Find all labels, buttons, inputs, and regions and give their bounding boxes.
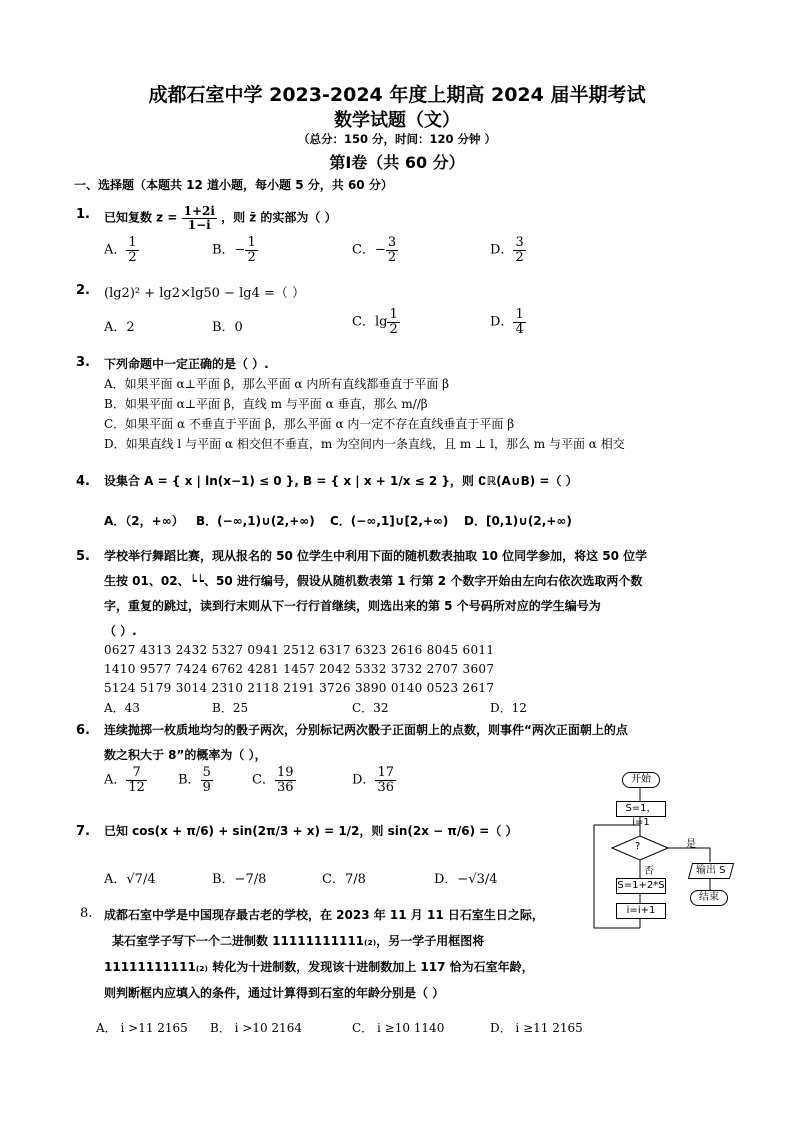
frac-num: 1: [128, 235, 137, 250]
part-title: 第Ⅰ卷（共 60 分）: [329, 153, 465, 172]
frac-den: 2: [247, 249, 256, 265]
frac-num: 7: [132, 765, 141, 780]
flowchart-calc: S=1+2*S: [616, 878, 666, 894]
q6-option-d: [352, 766, 396, 794]
frac-den: 1−i: [182, 218, 217, 232]
q5-line2: 生按 01、02、┕┕、50 进行编号，假设从随机数表第 1 行第 2 个数字开始由左向右依次选取两个数: [104, 574, 643, 588]
question-number: 3.: [76, 355, 90, 370]
q8-option-c: C． i ≥10 1140: [352, 1021, 445, 1035]
q7-stem: 已知 cos(x + π/6) + sin(2π/3 + x) = 1/2，则 sin(2x − π/6) =（ ）: [104, 824, 518, 838]
flowchart-condition: ?: [635, 841, 641, 852]
question-number: 8.: [80, 906, 93, 921]
flowchart-end: 结束: [690, 890, 728, 906]
frac-den: 12: [128, 779, 145, 795]
q3-option-a: A．如果平面 α⊥平面 β，那么平面 α 内所有直线都垂直于平面 β: [104, 377, 450, 391]
frac-den: 2: [387, 249, 397, 265]
q3-option-c: C．如果平面 α 不垂直于平面 β，那么平面 α 内一定不存在直线垂直于平面 β: [104, 417, 515, 431]
q2-option-b: B．0: [212, 320, 243, 335]
frac-num: 3: [387, 235, 397, 250]
q5-line3: 字，重复的跳过，读到行末则从下一行行首继续，则选出来的第 5 个号码所对应的学生编号为: [104, 599, 601, 613]
option-label: B．: [178, 772, 201, 788]
q6-line2: 数之积大于 8”的概率为（ ），: [104, 748, 267, 762]
frac-den: 36: [276, 779, 294, 795]
q4-option-c: C．(−∞,1]∪[2,+∞): [330, 514, 449, 528]
frac-num: 1: [389, 307, 398, 322]
flowchart-output: [688, 863, 734, 879]
q4-stem: 设集合 A = { x | ln(x−1) ≤ 0 }, B = { x | x + 1/x ≤ 2 }，则 ∁ℝ(A∪B) =（ ）: [104, 474, 578, 488]
q5-option-b: B．25: [212, 701, 249, 715]
q6-line1: 连续抛掷一枚质地均匀的骰子两次，分别标记两次骰子正面朝上的点数，则事件“两次正面朝上的点: [104, 723, 628, 737]
q3-stem: 下列命题中一定正确的是（ ）.: [104, 357, 269, 371]
flowchart-start: 开始: [622, 772, 660, 788]
frac-num: 3: [515, 235, 524, 250]
flowchart-init: S=1，i=1: [616, 801, 666, 817]
q2-option-d: [490, 308, 526, 336]
q1-option-c: [352, 236, 398, 264]
option-label: B．−: [212, 242, 246, 258]
q5-option-a: A．43: [104, 701, 140, 715]
q6-option-a: [104, 766, 147, 794]
q1-option-b: [212, 236, 258, 264]
q8-option-a: A． i >11 2165: [96, 1021, 188, 1035]
q8-option-b: B． i >10 2164: [210, 1021, 302, 1035]
q8-line1: 成都石室中学是中国现存最古老的学校，在 2023 年 11 月 11 日石室生日之际，: [104, 908, 544, 922]
frac-den: 2: [389, 321, 398, 337]
frac-den: 2: [515, 249, 524, 265]
q1-stem-post: ，则 z̄ 的实部为（ ）: [221, 210, 337, 225]
q7-option-b: B．−7/8: [212, 872, 267, 887]
q8-line2: 某石室学子写下一个二进制数 11111111111₍₂₎，另一学子用框图将: [112, 934, 485, 948]
q7-option-c: C．7/8: [322, 872, 366, 887]
frac-num: 1: [247, 235, 256, 250]
frac-num: 17: [377, 765, 394, 780]
q8-line4: 则判断框内应填入的条件，通过计算得到石室的年龄分别是（ ）: [104, 986, 445, 1000]
q4-option-a: A．（2，+∞）: [104, 514, 184, 528]
q6-option-c: [252, 766, 296, 794]
question-number: 1.: [76, 207, 90, 222]
q4-option-d: D．[0,1)∪(2,+∞): [464, 514, 572, 528]
q2-stem: (lg2)² + lg2×lg50 − lg4 =（ ）: [104, 286, 305, 301]
option-label: D．: [490, 242, 514, 258]
q3-option-b: B．如果平面 α⊥平面 β，直线 m 与平面 α 垂直，那么 m//β: [104, 397, 428, 411]
q8-option-d: D． i ≥11 2165: [490, 1021, 583, 1035]
exam-info: （总分：150 分，时间：120 分钟 ）: [297, 132, 497, 146]
q2-option-a: A．2: [104, 320, 135, 335]
q4-option-b: B．(−∞,1)∪(2,+∞): [196, 514, 315, 528]
frac-num: 19: [276, 765, 294, 780]
flowchart-no: 否: [644, 866, 654, 877]
option-label: C．−: [352, 242, 386, 258]
option-label: C．: [252, 772, 275, 788]
frac-num: 1: [515, 307, 524, 322]
flowchart: [588, 768, 738, 938]
q7-option-d: D．−√3/4: [434, 872, 498, 887]
option-label: D．: [490, 314, 514, 330]
question-number: 2.: [76, 283, 90, 298]
q1-stem-pre: 已知复数 z =: [104, 210, 178, 225]
question-number: 6.: [76, 723, 90, 738]
exam-title: 成都石室中学 2023-2024 年度上期高 2024 届半期考试: [148, 84, 646, 106]
q1-option-a: [104, 236, 139, 264]
frac-den: 9: [202, 779, 211, 795]
flowchart-output-label: 输出 S: [696, 865, 726, 876]
q1-fraction: [182, 205, 217, 231]
q2-option-c: [352, 308, 400, 336]
frac-den: 4: [515, 321, 524, 337]
frac-den: 2: [128, 249, 137, 265]
random-table-row: 5124 5179 3014 2310 2118 2191 3726 3890 0140 0523 2617: [104, 681, 495, 695]
q1-option-d: [490, 236, 526, 264]
random-table-row: 1410 9577 7424 6762 4281 1457 2042 5332 3732 2707 3607: [104, 662, 495, 676]
question-number: 4.: [76, 474, 90, 489]
q7-option-a: A．√7/4: [104, 872, 156, 887]
q3-option-d: D．如果直线 l 与平面 α 相交但不垂直，m 为空间内一条直线，且 m ⊥ l，那么 m 与平面 α 相交: [104, 437, 625, 451]
frac-num: 5: [202, 765, 211, 780]
q5-option-c: C．32: [352, 701, 389, 715]
q5-line1: 学校举行舞蹈比赛，现从报名的 50 位学生中利用下面的随机数表抽取 10 位同学参加，将这 50 位学: [104, 549, 648, 563]
option-label: C．lg: [352, 314, 388, 330]
flowchart-inc: i=i+1: [616, 903, 666, 919]
option-label: A．: [104, 242, 127, 258]
exam-subtitle: 数学试题（文）: [334, 110, 460, 131]
q8-line3: 11111111111₍₂₎ 转化为十进制数，发现该十进制数加上 117 恰为石室年龄，: [104, 960, 534, 974]
section-heading: 一、选择题（本题共 12 道小题，每小题 5 分，共 60 分）: [74, 178, 393, 192]
question-number: 5.: [76, 549, 90, 564]
frac-num: 1+2i: [183, 204, 215, 218]
random-table-row: 0627 4313 2432 5327 0941 2512 6317 6323 2616 8045 6011: [104, 643, 495, 657]
option-label: D．: [352, 772, 376, 788]
q1-stem: [104, 205, 337, 231]
option-label: A．: [104, 772, 127, 788]
q5-line4: （ ）.: [104, 624, 137, 638]
frac-den: 36: [377, 779, 394, 795]
q6-option-b: [178, 766, 213, 794]
flowchart-yes: 是: [686, 839, 696, 850]
question-number: 7.: [76, 824, 90, 839]
q5-option-d: D．12: [490, 701, 527, 715]
